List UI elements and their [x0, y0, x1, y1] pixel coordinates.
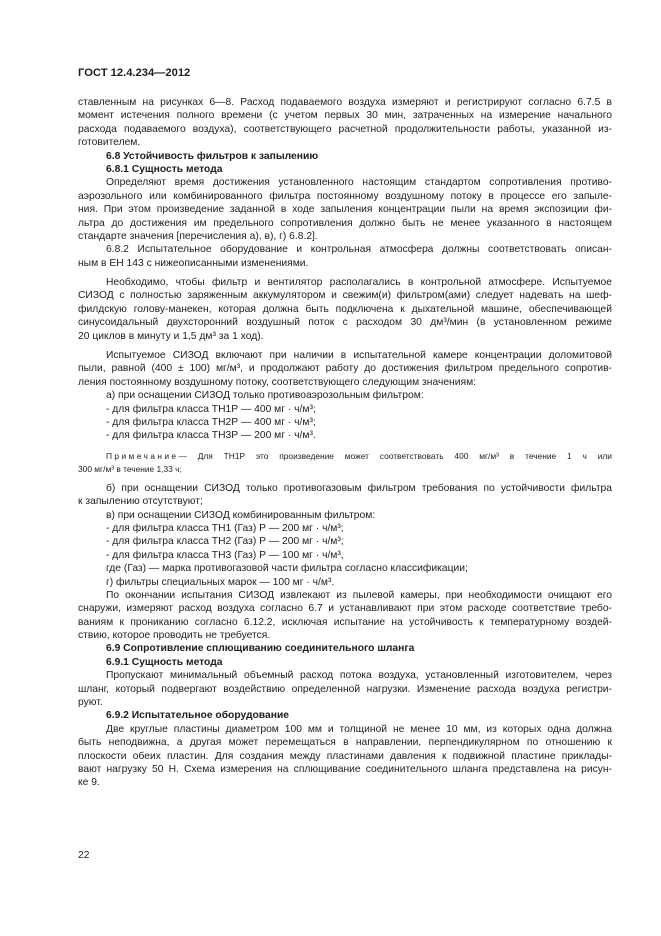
text-line: ке 9.: [78, 777, 100, 789]
text-line: СИЗОД с полностью заряженным аккумулятором и свежим(и) фильтром(ами) следует надевать на шеф-: [78, 290, 612, 302]
text-line: Пропускают минимальный объемный расход потока воздуха, установленный изготовителем, через: [106, 670, 612, 682]
text-line: Определяют время достижения установленного настоящим стандартом сопротивления противо-: [106, 177, 612, 189]
note-label: Примечание: [106, 450, 179, 461]
section-heading: [78, 163, 612, 176]
text-line: 6.9 Сопротивление сплющиванию соединительного шланга: [106, 643, 415, 655]
text-line: а) при оснащении СИЗОД только противоаэрозольным фильтром:: [106, 390, 424, 402]
paragraph: [78, 96, 612, 150]
section-heading: [78, 642, 612, 655]
paragraph: [78, 482, 612, 509]
note-text: — Для ТН1Р это произведение может соответствовать 400 мг/м³ в течение 1 ч или: [178, 450, 612, 461]
section-heading: [78, 709, 612, 722]
text-line: ления постоянному воздушному потоку, соответствующего следующим значениям:: [78, 376, 477, 388]
text-line: 6.8.1 Сущность метода: [106, 163, 223, 175]
text-line: [78, 450, 612, 463]
text-line: По окончании испытания СИЗОД извлекают из пылевой камеры, при необходимости очищают его: [106, 589, 612, 601]
text-line: ствию, которое проводить не требуется.: [78, 630, 271, 642]
text-line: 20 циклов в минуту и 1,5 дм³ за 1 ход).: [78, 330, 264, 342]
document-header: ГОСТ 12.4.234—2012: [78, 67, 191, 79]
section-heading: [78, 656, 612, 669]
text-line: ным в ЕН 143 с нижеописанными изменениями.: [78, 257, 309, 269]
text-line: ставленным на рисунках 6—8. Расход подаваемого воздуха измеряют и регистрируют согласно 6.7.5 в: [78, 97, 612, 108]
text-line: Испытуемое СИЗОД включают при наличии в испытательной камере концентрации доломитовой: [106, 350, 612, 362]
paragraph: [78, 669, 612, 709]
text-line: аэрозольного или комбинированного фильтра постоянному воздушному потоку в процессе его запыле-: [78, 190, 612, 202]
text-line: готовителем.: [78, 137, 141, 149]
text-line: руют.: [78, 697, 103, 709]
page-number: 22: [78, 850, 90, 861]
document-body: [78, 96, 612, 790]
text-line: 6.8 Устойчивость фильтров к запылению: [106, 150, 319, 162]
text-line: плоскости обеих пластин. Для создания между пластинами давления к подвижной пластине приклады-: [78, 750, 612, 762]
text-line: шланг, который подвергают воздействию определенной нагрузки. Изменение расхода воздуха регистри-: [78, 683, 612, 695]
text-line: к запылению отсутствуют;: [78, 496, 203, 508]
text-line: - для фильтра класса ТН2Р — 400 мг · ч/м³;: [106, 416, 316, 428]
text-line: 6.9.2 Испытательное оборудование: [106, 710, 289, 722]
text-line: стандарте значения [перечисления а), в), г) 6.8.2].: [78, 230, 318, 242]
text-line: г) фильтры специальных марок — 100 мг · ч/м³.: [106, 576, 335, 588]
paragraph: [78, 243, 612, 270]
text-line: снаружи, измеряют расход воздуха согласно 6.7 и устанавливают при этом расходе соответствие требо-: [78, 603, 612, 615]
paragraph: [78, 349, 612, 389]
text-line: момент истечения полного времени (с учетом первых 30 мин, затраченных на измерение начального: [78, 110, 612, 122]
text-line: синусоидальный двухсторонний воздушный поток с расходом 30 дм³/мин (в установленном режиме: [78, 317, 612, 329]
text-line: - для фильтра класса ТН3Р — 200 мг · ч/м³.: [106, 430, 316, 442]
note: [78, 450, 612, 476]
text-line: - для фильтра класса ТН1Р — 400 мг · ч/м³;: [106, 403, 316, 415]
text-line: в) при оснащении СИЗОД комбинированным фильтром:: [106, 509, 376, 521]
list: [78, 389, 612, 443]
paragraph: [78, 176, 612, 243]
text-line: расхода подаваемого воздуха), соответствующего расчетной продолжительности работы, указанной из-: [78, 123, 612, 135]
paragraph: [78, 723, 612, 790]
text-line: - для фильтра класса ТН3 (Газ) Р — 100 мг · ч/м³,: [106, 549, 344, 561]
text-line: Две круглые пластины диаметром 100 мм и толщиной не менее 10 мм, из которых одна должна: [106, 723, 612, 735]
text-line: ваниям к прониканию согласно 6.12.2, исключая испытание на устойчивость к температурному воздей-: [78, 616, 612, 628]
text-line: 300 мг/м³ в течение 1,33 ч;: [78, 463, 182, 474]
text-line: льтра до достижения им предельного сопротивления должно быть не менее указанного в настоящем: [78, 217, 612, 229]
text-line: филдскую голову-манекен, которая должна быть подключена к дыхательной машине, обеспечивающей: [78, 303, 612, 315]
text-line: - для фильтра класса ТН1 (Газ) Р — 200 мг · ч/м³;: [106, 522, 344, 534]
text-line: Необходимо, чтобы фильтр и вентилятор располагались в контрольной атмосфере. Испытуемое: [106, 277, 612, 289]
text-line: б) при оснащении СИЗОД только противогазовым фильтром требования по устойчивости фильтра: [106, 482, 612, 494]
text-line: 6.8.2 Испытательное оборудование и контрольная атмосфера должны соответствовать описан-: [106, 244, 612, 256]
text-line: ния. При этом произведение заданной в ходе запыления концентрации пыли на время экспозиции фи-: [78, 204, 612, 216]
paragraph: [78, 589, 612, 643]
paragraph: [78, 276, 612, 343]
text-line: где (Газ) — марка противогазовой части фильтра согласно классификации;: [106, 563, 468, 575]
list: [78, 509, 612, 589]
section-heading: [78, 150, 612, 163]
text-line: - для фильтра класса ТН2 (Газ) Р — 200 мг · ч/м³;: [106, 536, 344, 548]
text-line: пыли, равной (400 ± 100) мг/м³, и продолжают работу до достижения фильтром предельного сопротив-: [78, 363, 612, 375]
text-line: 6.9.1 Сущность метода: [106, 656, 223, 668]
text-line: вают нагрузку 50 Н. Схема измерения на сплющивание соединительного шланга представлена на рисун-: [78, 763, 612, 775]
text-line: быть неподвижна, а другая может перемещаться в направлении, перпендикулярном по отношению к: [78, 737, 612, 749]
